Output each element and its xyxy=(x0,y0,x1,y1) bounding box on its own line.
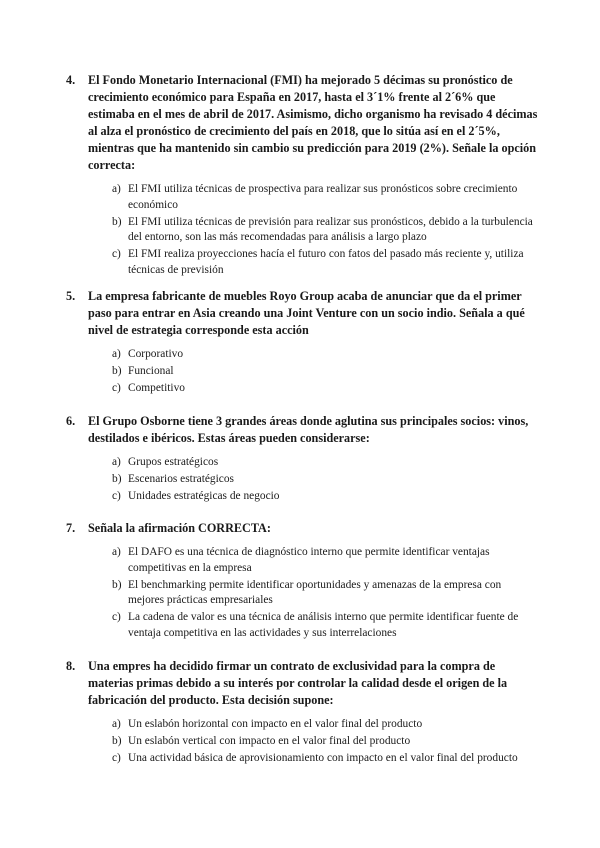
question-body: El Grupo Osborne tiene 3 grandes áreas donde aglutina sus principales socios: vinos, destilados e ibéricos. Estas áreas pueden considerarse: xyxy=(88,414,529,445)
question-4 xyxy=(66,72,540,280)
option-letter: c) xyxy=(112,490,121,502)
question-text xyxy=(66,658,540,709)
option-b xyxy=(112,472,540,488)
option-a xyxy=(112,347,540,363)
option-text: Un eslabón horizontal con impacto en el valor final del producto xyxy=(128,718,423,730)
options-list xyxy=(112,455,540,505)
option-text: El FMI realiza proyecciones hacía el futuro con fatos del pasado más reciente y, utiliza técnicas de previsión xyxy=(128,248,524,276)
question-text xyxy=(66,520,540,537)
option-text: La cadena de valor es una técnica de análisis interno que permite identificar fuente de ventaja competitiva en las actividades y sus interrelaciones xyxy=(128,611,519,639)
question-number: 8. xyxy=(66,659,76,673)
option-c xyxy=(112,247,540,278)
option-text: Competitivo xyxy=(128,382,185,394)
question-text xyxy=(66,413,540,447)
option-b xyxy=(112,215,540,246)
option-letter: a) xyxy=(112,456,121,468)
option-b xyxy=(112,364,540,380)
option-letter: c) xyxy=(112,752,121,764)
question-body: Una empres ha decidido firmar un contrato de exclusividad para la compra de materias primas debido a su interés por controlar la calidad desde el origen de la fabricación del producto. Esta decisión supone: xyxy=(88,659,508,707)
option-letter: c) xyxy=(112,382,121,394)
option-text: Escenarios estratégicos xyxy=(128,473,234,485)
question-number: 6. xyxy=(66,414,76,428)
question-text xyxy=(66,72,540,174)
option-letter: c) xyxy=(112,248,121,260)
option-c xyxy=(112,489,540,505)
option-c xyxy=(112,381,540,397)
option-text: Un eslabón vertical con impacto en el valor final del producto xyxy=(128,735,411,747)
option-letter: b) xyxy=(112,215,122,228)
option-text: El DAFO es una técnica de diagnóstico interno que permite identificar ventajas competitivas en la empresa xyxy=(128,546,490,574)
option-letter: a) xyxy=(112,348,121,360)
option-letter: b) xyxy=(112,735,122,747)
option-letter: b) xyxy=(112,365,122,377)
option-text: El FMI utiliza técnicas de prospectiva para realizar sus pronósticos sobre crecimiento económico xyxy=(128,183,518,211)
question-7 xyxy=(66,520,540,643)
options-list xyxy=(112,717,540,767)
question-text xyxy=(66,288,540,339)
options-list xyxy=(112,347,540,397)
option-letter: b) xyxy=(112,473,122,485)
option-text: El benchmarking permite identificar oportunidades y amenazas de la empresa con mejores prácticas empresariales xyxy=(128,578,502,606)
option-letter: a) xyxy=(112,546,121,558)
options-list xyxy=(112,545,540,641)
option-text: Unidades estratégicas de negocio xyxy=(128,490,280,502)
option-text: El FMI utiliza técnicas de previsión para realizar sus pronósticos, debido a la turbulencia del entorno, son las más recomendadas para análisis a largo plazo xyxy=(128,215,533,243)
option-a xyxy=(112,545,540,576)
option-letter: a) xyxy=(112,718,121,730)
question-number: 4. xyxy=(66,73,76,87)
option-text: Una actividad básica de aprovisionamiento con impacto en el valor final del producto xyxy=(128,752,518,764)
option-b xyxy=(112,578,540,609)
option-b xyxy=(112,734,540,750)
option-text: Grupos estratégicos xyxy=(128,456,219,468)
question-6 xyxy=(66,413,540,506)
question-body: El Fondo Monetario Internacional (FMI) ha mejorado 5 décimas su pronóstico de crecimiento económico para España en 2017, hasta el 3´1% frente al 2´6% que estimaba en el mes de abril de 2017. Asimismo, dicho organismo ha revisado 4 décimas al alza el pronóstico de crecimiento del país en 2018, que lo sitúa así en el 2´5%, mientras que ha mantenido sin cambio su predicción para 2019 (2%). Señale la opción correcta: xyxy=(88,73,538,172)
option-c xyxy=(112,751,540,767)
option-a xyxy=(112,717,540,733)
option-c xyxy=(112,610,540,641)
option-a xyxy=(112,182,540,213)
option-a xyxy=(112,455,540,471)
option-text: Funcional xyxy=(128,365,174,377)
question-body: Señala la afirmación CORRECTA: xyxy=(88,521,271,535)
question-8 xyxy=(66,658,540,768)
question-body: La empresa fabricante de muebles Royo Group acaba de anunciar que da el primer paso para entrar en Asia creando una Joint Venture con un socio indio. Señala a qué nivel de estrategia corresponde esta acción xyxy=(88,289,525,337)
question-5 xyxy=(66,288,540,398)
option-letter: a) xyxy=(112,183,121,195)
option-text: Corporativo xyxy=(128,348,184,360)
option-letter: b) xyxy=(112,578,122,591)
options-list xyxy=(112,182,540,278)
question-number: 5. xyxy=(66,289,76,303)
option-letter: c) xyxy=(112,611,121,623)
question-number: 7. xyxy=(66,521,76,535)
